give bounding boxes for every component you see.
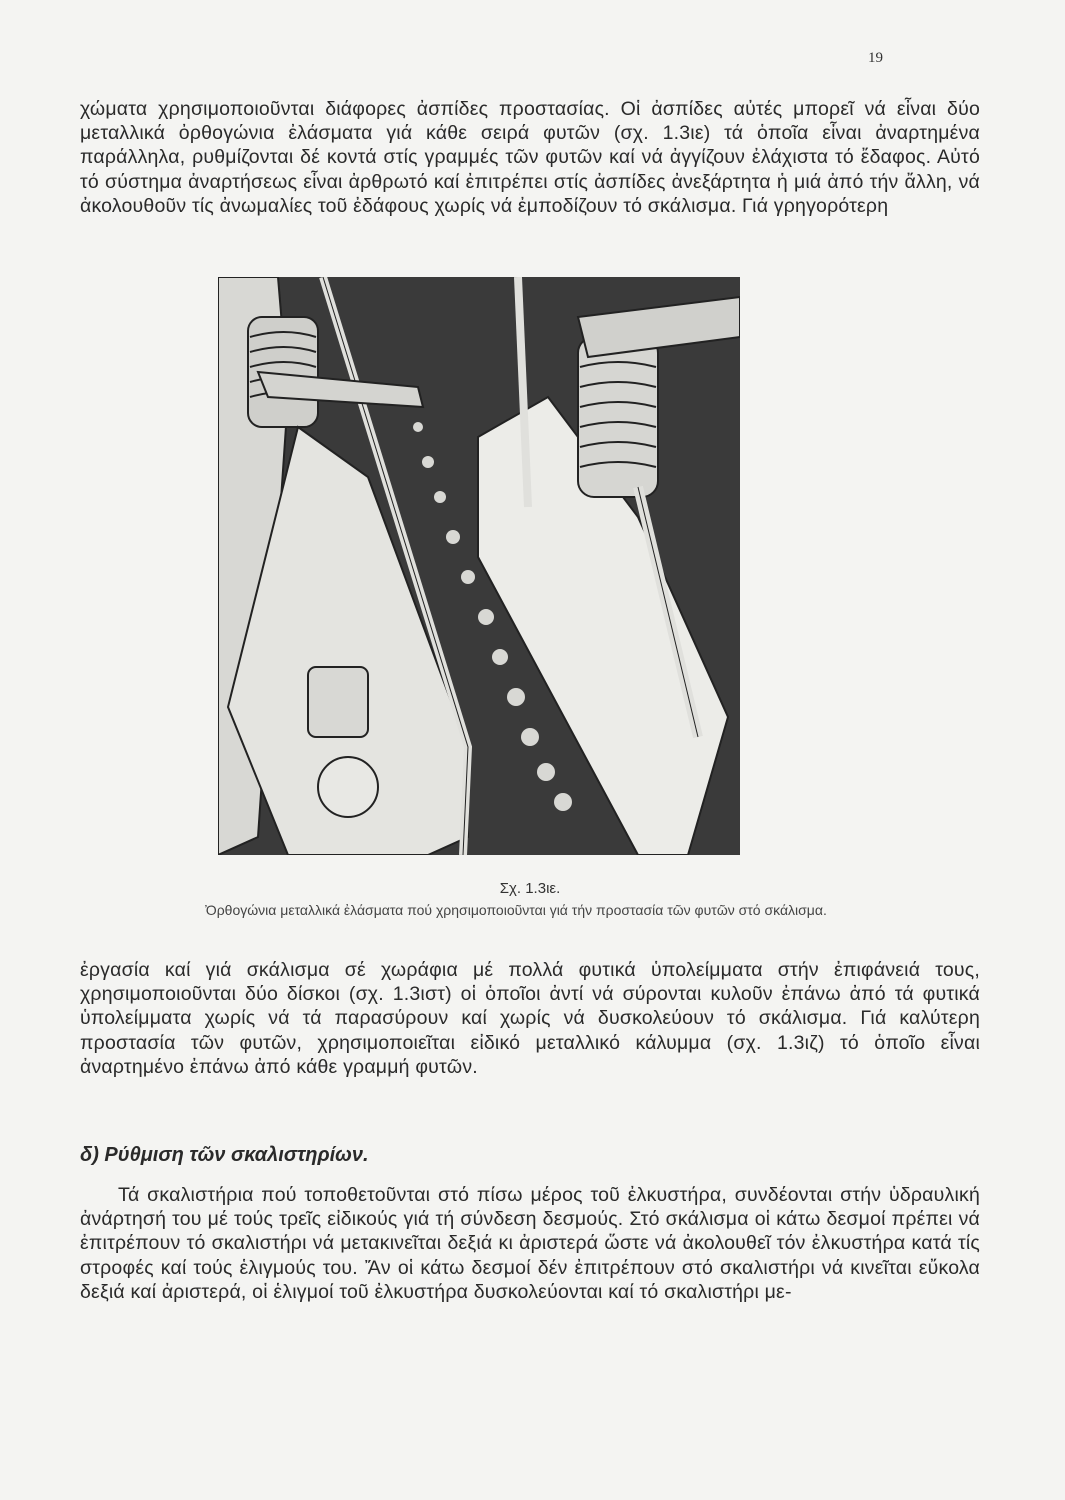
page-number: 19 (868, 50, 883, 66)
section-heading: δ) Ρύθμιση τῶν σκαλιστηρίων. (80, 1144, 369, 1166)
paragraph-disks-cover: ἐργασία καί γιά σκάλισμα σέ χωράφια μέ πολλά φυτικά ὑπολείμματα στήν ἐπιφάνειά τους, χρησιμοποιοῦνται δύο δίσκοι (σχ. 1.3ιστ) οἱ ὁποῖοι ἀντί νά σύρονται κυλοῦν ἐπάνω ἀπό τά φυτικά ὑπολείμματα χωρίς νά τά παρασύρουν καί χωρίς νά δυσκολεύουν τό σκάλισμα. Γιά καλύτερη προστασία τῶν φυτῶν, χρησιμοποιεῖται εἰδικό μεταλλικό κάλυμμα (σχ. 1.3ιζ) τό ὁποῖο εἶναι ἀναρτημένο ἐπάνω ἀπό κάθε γραμμή φυτῶν. (80, 959, 980, 1078)
figure-caption: Ὀρθογώνια μεταλλικά ἐλάσματα πού χρησιμοποιοῦνται γιά τήν προστασία τῶν φυτῶν στό σκάλισμα. (205, 902, 827, 918)
paragraph-protection-shields: χώματα χρησιμοποιοῦνται διάφορες ἀσπίδες προστασίας. Οἱ ἀσπίδες αὐτές μπορεῖ νά εἶναι δύο μεταλλικά ὀρθογώνια ἐλάσματα γιά κάθε σειρά φυτῶν (σχ. 1.3ιε) τά ὁποῖα εἶναι ἀναρτημένα παράλληλα, ρυθμίζονται δέ κοντά στίς γραμμές τῶν φυτῶν καί νά ἀγγίζουν ἐλάχιστα τό ἔδαφος. Αὐτό τό σύστημα ἀναρτήσεως εἶναι ἀρθρωτό καί ἐπιτρέπει στίς ἀσπίδες ἀνεξάρτητα ἡ μιά ἀπό τήν ἄλλη, νά ἀκολουθοῦν τίς ἀνωμαλίες τοῦ ἐδάφους χωρίς νά ἐμποδίζουν τό σκάλισμα. Γιά γρηγορότερη (80, 98, 980, 217)
figure-label: Σχ. 1.3ιε. (499, 880, 561, 897)
paragraph-cultivator-adjustment: Τά σκαλιστήρια πού τοποθετοῦνται στό πίσω μέρος τοῦ ἐλκυστήρα, συνδέονται στήν ὑδραυλική ἀνάρτησή του μέ τούς τρεῖς εἰδικούς γιά τή σύνδεση δεσμούς. Στό σκάλισμα οἱ κάτω δεσμοί πρέπει νά ἐπιτρέπουν τό σκαλιστήρι νά μετακινεῖται δεξιά κι ἀριστερά ὥστε νά ἀκολουθεῖ τόν ἐλκυστήρα κατά τίς στροφές καί τούς ἑλιγμούς του. Ἄν οἱ κάτω δεσμοί δέν ἐπιτρέπουν στό σκαλιστήρι νά κινεῖται εὔκολα δεξιά καί ἀριστερά, οἱ ἑλιγμοί τοῦ ἐλκυστήρα δυσκολεύονται καί τό σκαλιστήρι με- (80, 1184, 980, 1303)
figure-shield-illustration (218, 277, 740, 855)
